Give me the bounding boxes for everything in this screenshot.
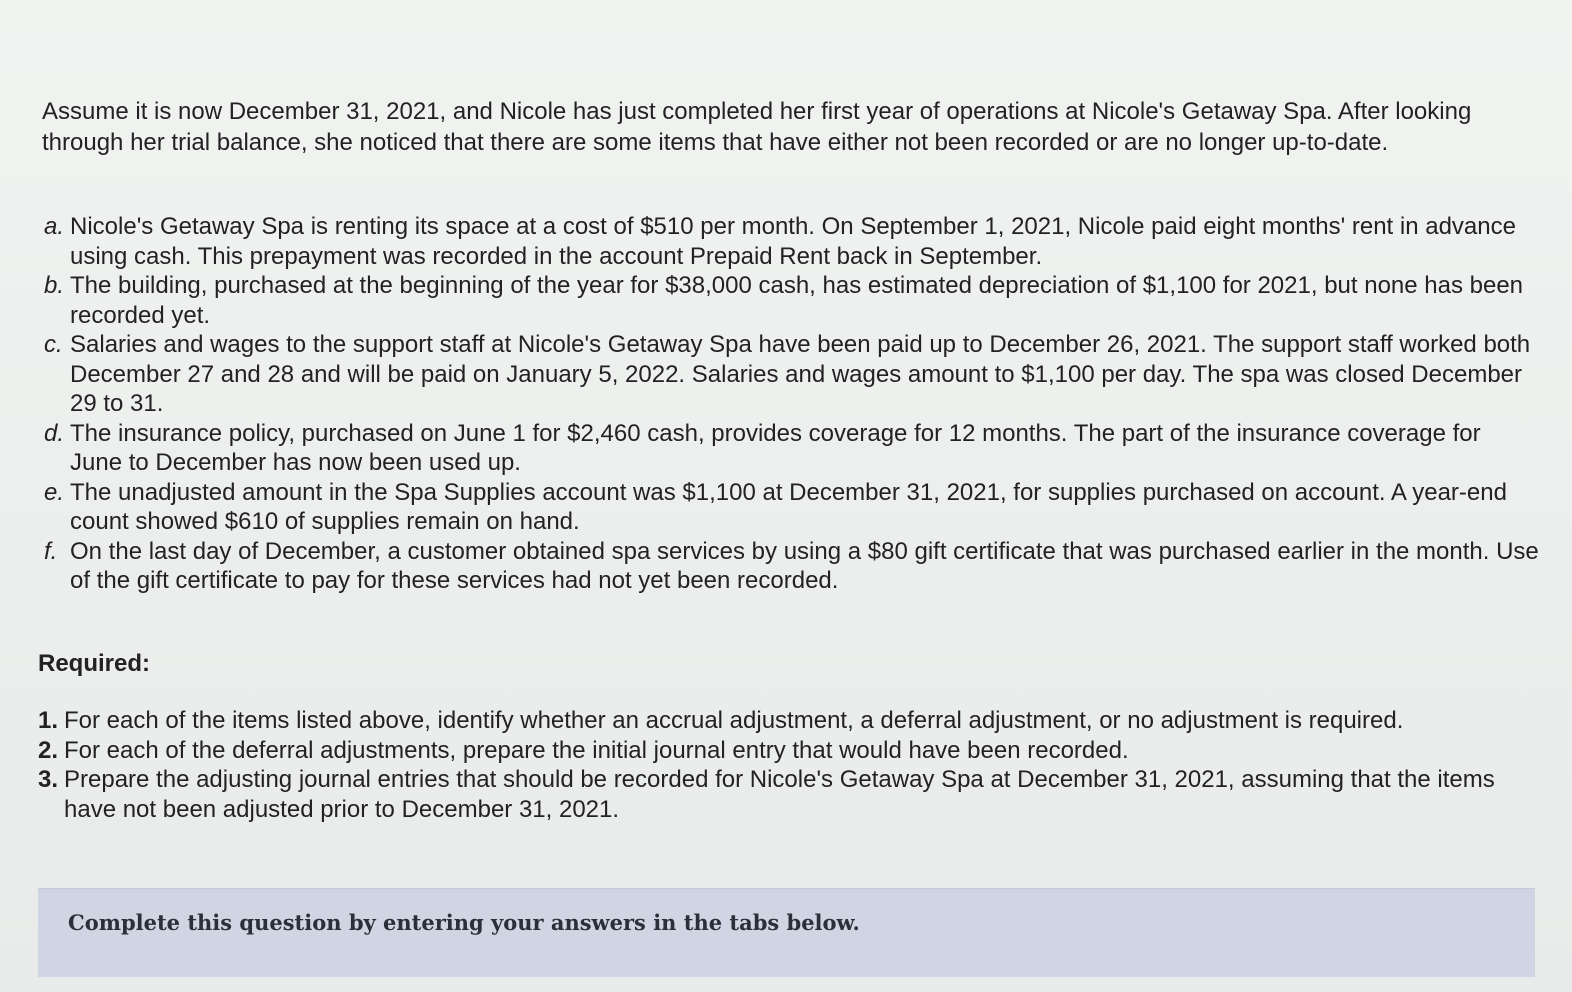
intro-paragraph: Assume it is now December 31, 2021, and Nicole has just completed her first year of operations at Nicole's Getaway Spa. After looking through her trial balance, she noticed that there are some items that have either not been recorded or are no longer up-to-date.: [42, 98, 1472, 156]
item-text: The building, purchased at the beginning of the year for $38,000 cash, has estimated depreciation of $1,100 for 2021, but none has been recorded yet.: [70, 272, 1524, 329]
task-number: 1.: [38, 707, 59, 734]
scenario-item-d: [44, 419, 1539, 478]
required-task-3: [38, 765, 1538, 824]
item-text: Nicole's Getaway Spa is renting its space at a cost of $510 per month. On September 1, 2021, Nicole paid eight months' rent in advance using cash. This prepayment was recorded in the account Prepaid Rent back in September.: [70, 213, 1516, 270]
scenario-item-b: [44, 271, 1539, 330]
task-text: For each of the items listed above, identify whether an accrual adjustment, a deferral adjustment, or no adjustment is required.: [64, 707, 1404, 734]
scenario-item-a: [44, 212, 1539, 271]
item-marker: e.: [44, 478, 65, 506]
item-marker: c.: [44, 331, 63, 358]
task-number: 2.: [38, 736, 59, 764]
item-marker: f.: [44, 537, 58, 565]
required-task-2: [38, 736, 1538, 766]
item-text: Salaries and wages to the support staff at Nicole's Getaway Spa have been paid up to December 26, 2021. The support staff worked both December 27 and 28 and will be paid on January 5, 2022. Salaries and wages amount to $1,100 per day. The spa was closed December 29 to 31.: [70, 331, 1531, 417]
required-tasks-list: [38, 706, 1538, 824]
item-text: On the last day of December, a customer obtained spa services by using a $80 gift certificate that was purchased earlier in the month. Use of the gift certificate to pay for these services had not yet been recorded.: [70, 537, 1539, 594]
scenario-item-f: [44, 537, 1539, 596]
task-number: 3.: [38, 766, 59, 793]
scenario-item-c: [44, 330, 1539, 419]
scenario-items-list: [44, 212, 1539, 596]
required-heading: Required:: [38, 650, 151, 677]
item-marker: a.: [44, 213, 65, 240]
required-task-1: [38, 706, 1538, 736]
task-text: For each of the deferral adjustments, prepare the initial journal entry that would have been recorded.: [64, 736, 1129, 764]
item-marker: b.: [44, 272, 65, 299]
task-text: Prepare the adjusting journal entries that should be recorded for Nicole's Getaway Spa at December 31, 2021, assuming that the items have not been adjusted prior to December 31, 2021.: [64, 766, 1495, 823]
item-marker: d.: [44, 419, 65, 447]
scenario-item-e: [44, 478, 1539, 537]
answer-instructions-banner: [38, 888, 1535, 977]
item-text: The insurance policy, purchased on June 1 for $2,460 cash, provides coverage for 12 months. The part of the insurance coverage for June to December has now been used up.: [70, 419, 1481, 476]
banner-text: Complete this question by entering your answers in the tabs below.: [68, 910, 860, 935]
item-text: The unadjusted amount in the Spa Supplies account was $1,100 at December 31, 2021, for supplies purchased on account. A year-end count showed $610 of supplies remain on hand.: [70, 478, 1507, 535]
